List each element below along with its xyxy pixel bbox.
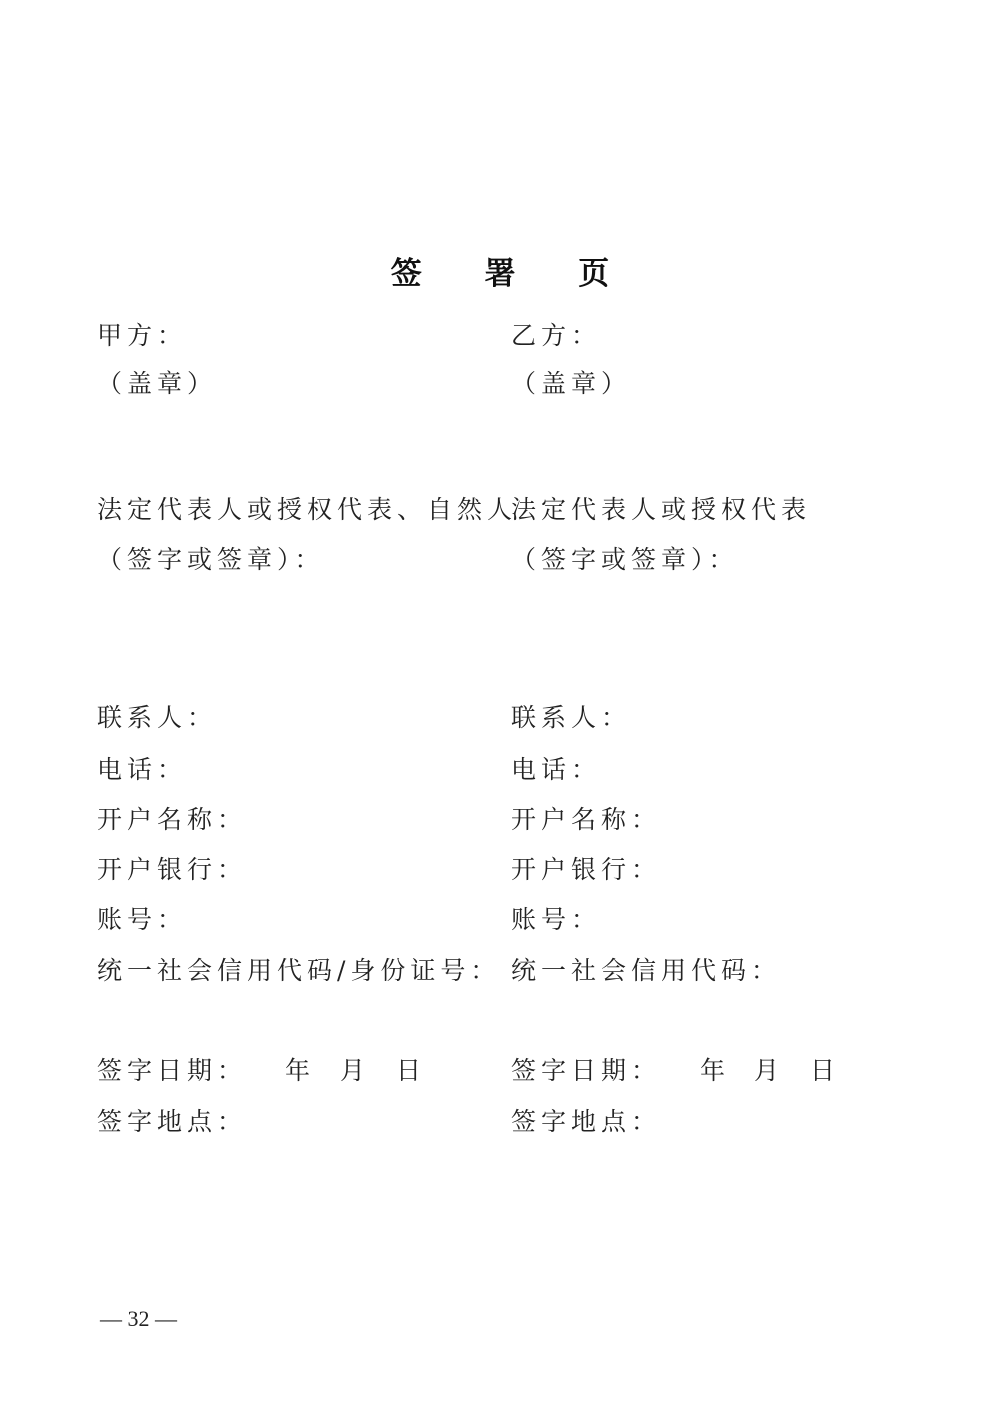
page-title: 签 署 页 <box>390 256 636 292</box>
party-a-phone: 电话： <box>97 755 188 784</box>
party-a-sign-date: 签字日期： <box>97 1056 248 1085</box>
party-b-day: 日 <box>810 1056 836 1085</box>
party-a-rep-line2: （签字或签章）： <box>97 545 325 574</box>
party-a-year: 年 <box>285 1056 311 1085</box>
party-b-credit-code: 统一社会信用代码： <box>511 956 782 985</box>
party-a-account-no: 账号： <box>97 905 188 934</box>
party-a-seal: （盖章） <box>97 369 218 398</box>
party-b-label: 乙方： <box>511 321 602 350</box>
party-a-bank: 开户银行： <box>97 855 248 884</box>
party-a-sign-place: 签字地点： <box>97 1107 248 1136</box>
party-a-rep-line1: 法定代表人或授权代表、自然人 <box>97 495 518 524</box>
party-b-month: 月 <box>754 1056 780 1085</box>
party-b-rep-line2: （签字或签章）： <box>511 545 739 574</box>
party-a-day: 日 <box>396 1056 422 1085</box>
party-a-account-name: 开户名称： <box>97 805 248 834</box>
party-a-month: 月 <box>340 1056 366 1085</box>
party-b-bank: 开户银行： <box>511 855 662 884</box>
party-b-sign-date: 签字日期： <box>511 1056 662 1085</box>
party-a-contact: 联系人： <box>97 703 218 732</box>
party-a-credit-code: 统一社会信用代码/身份证号： <box>97 956 501 985</box>
party-a-label: 甲方： <box>97 321 188 350</box>
party-b-year: 年 <box>700 1056 726 1085</box>
party-b-contact: 联系人： <box>511 703 632 732</box>
party-b-rep-line1: 法定代表人或授权代表 <box>511 495 812 524</box>
party-b-seal: （盖章） <box>511 369 632 398</box>
party-b-sign-place: 签字地点： <box>511 1107 662 1136</box>
page-number: — 32 — <box>100 1306 177 1331</box>
party-b-account-no: 账号： <box>511 905 602 934</box>
party-b-account-name: 开户名称： <box>511 805 662 834</box>
party-b-phone: 电话： <box>511 755 602 784</box>
